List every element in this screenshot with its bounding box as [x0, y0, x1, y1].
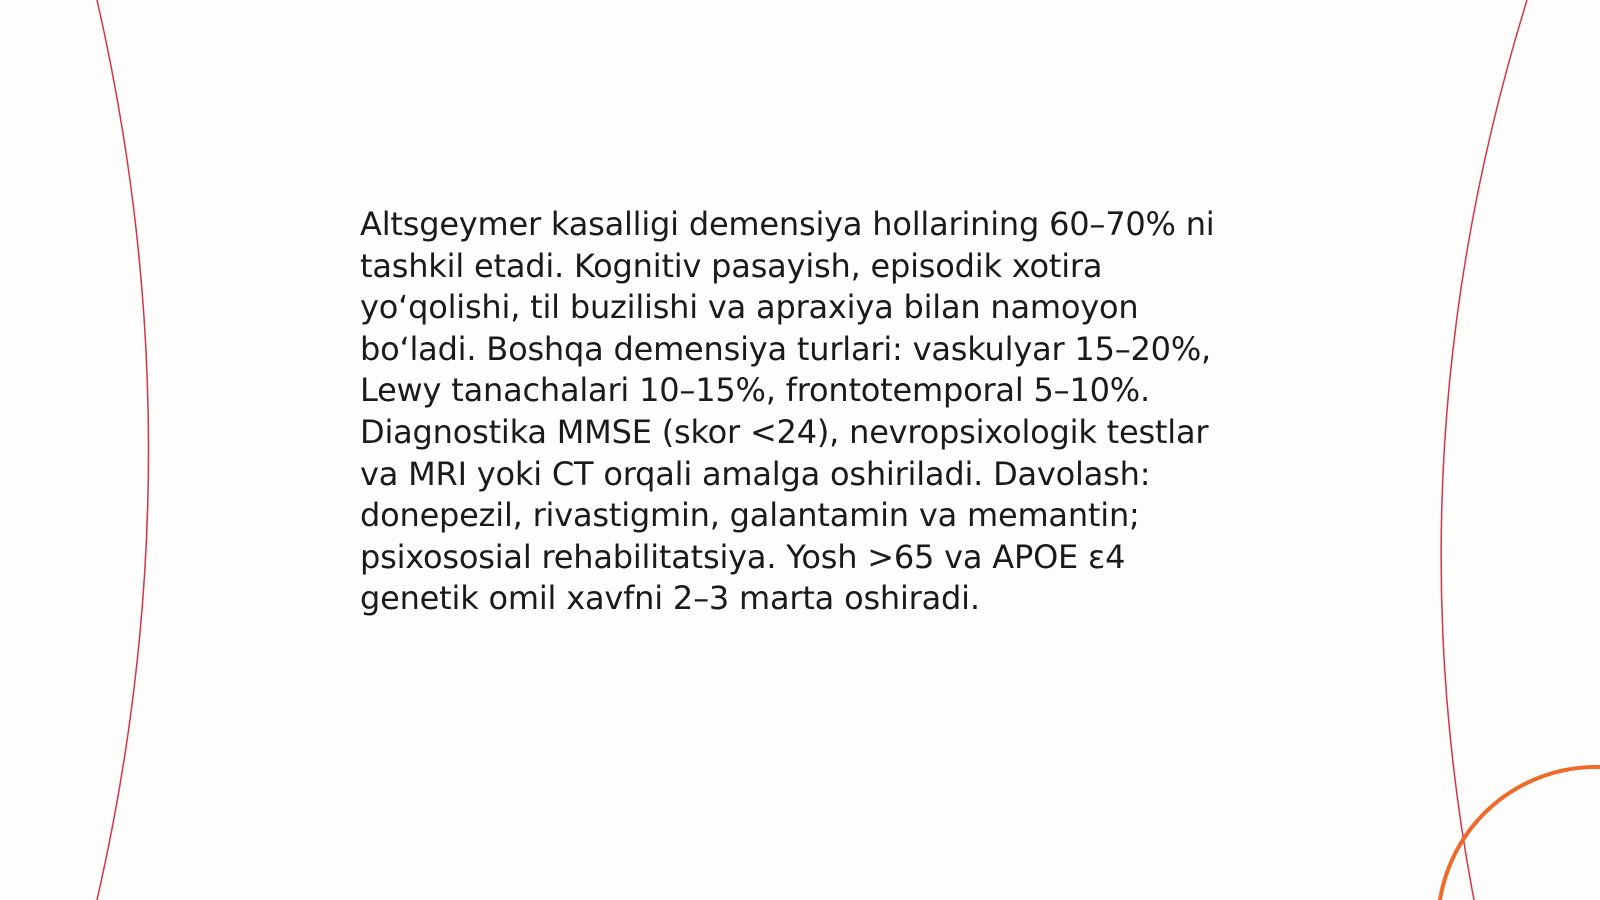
- left-curve-line: [97, 0, 149, 900]
- right-curve-line: [1441, 0, 1527, 900]
- slide-body-text: Altsgeymer kasalligi demensiya hollarining 60–70% ni tashkil etadi. Kognitiv pasayish, episodik xotira yo‘qolishi, til buzilishi va apraxiya bilan namoyon bo‘ladi. Boshqa demensiya turlari: vaskulyar 15–20%, Lewy tanachalari 10–15%, frontotemporal 5–10%. Diagnostika MMSE (skor <24), nevropsixologik testlar va MRI yoki CT orqali amalga oshiriladi. Davolash: donepezil, rivastigmin, galantamin va memantin; psixososial rehabilitatsiya. Yosh >65 va APOE ε4 genetik omil xavfni 2–3 marta oshiradi.: [360, 205, 1215, 618]
